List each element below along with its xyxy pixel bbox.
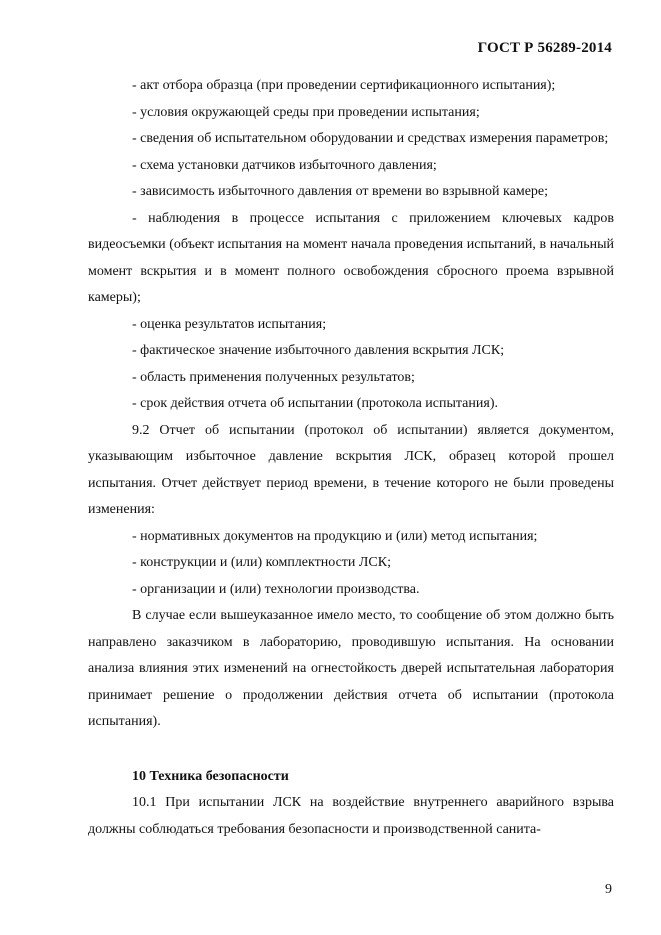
- list-item: - сведения об испытательном оборудовании и средствах измерения параметров;: [132, 131, 609, 146]
- section-heading: 10 Техника безопасности: [132, 768, 289, 784]
- list-item: - организации и (или) технологии производства.: [132, 581, 420, 597]
- document-designation: ГОСТ Р 56289-2014: [477, 40, 612, 56]
- paragraph-10-1: 10.1 При испытании ЛСК на воздействие внутреннего аварийного взрыва должны соблюдаться требования безопасности и производственной санита-: [88, 795, 614, 837]
- list-item: - зависимость избыточного давления от времени во взрывной камере;: [132, 184, 549, 199]
- section-spacer: [88, 736, 614, 764]
- page-body: [88, 73, 614, 843]
- page-number: 9: [605, 882, 612, 897]
- list-item: - область применения полученных результатов;: [132, 369, 415, 385]
- list-item: - наблюдения в процессе испытания с приложением ключевых кадров видеосъемки (объект испытания на момент начала проведения испытаний, в начальный момент вскрытия и в момент полного освобождения сбросного проема взрывной камеры);: [88, 210, 614, 305]
- list-item: - оценка результатов испытания;: [132, 316, 327, 332]
- list-item: - срок действия отчета об испытании (протокола испытания).: [132, 396, 498, 411]
- list-item: - фактическое значение избыточного давления вскрытия ЛСК;: [132, 343, 505, 358]
- list-item: - акт отбора образца (при проведении сертификационного испытания);: [132, 78, 556, 93]
- paragraph-9-2: 9.2 Отчет об испытании (протокол об испытании) является документом, указывающим избыточное давление вскрытия ЛСК, образец которой прошел испытания. Отчет действует период времени, в течение которого не были проведены изменения:: [88, 422, 614, 517]
- list-item: - конструкции и (или) комплектности ЛСК;: [132, 555, 391, 570]
- list-item: - нормативных документов на продукцию и (или) метод испытания;: [132, 528, 538, 544]
- list-item: - условия окружающей среды при проведении испытания;: [132, 104, 480, 120]
- list-item: - схема установки датчиков избыточного давления;: [132, 157, 437, 173]
- paragraph-changes: В случае если вышеуказанное имело место, то сообщение об этом должно быть направлено заказчиком в лабораторию, проводившую испытания. На основании анализа влияния этих изменений на огнестойкость дверей испытательная лаборатория принимает решение о продолжении действия отчета об испытании (протокола испытания).: [88, 608, 614, 729]
